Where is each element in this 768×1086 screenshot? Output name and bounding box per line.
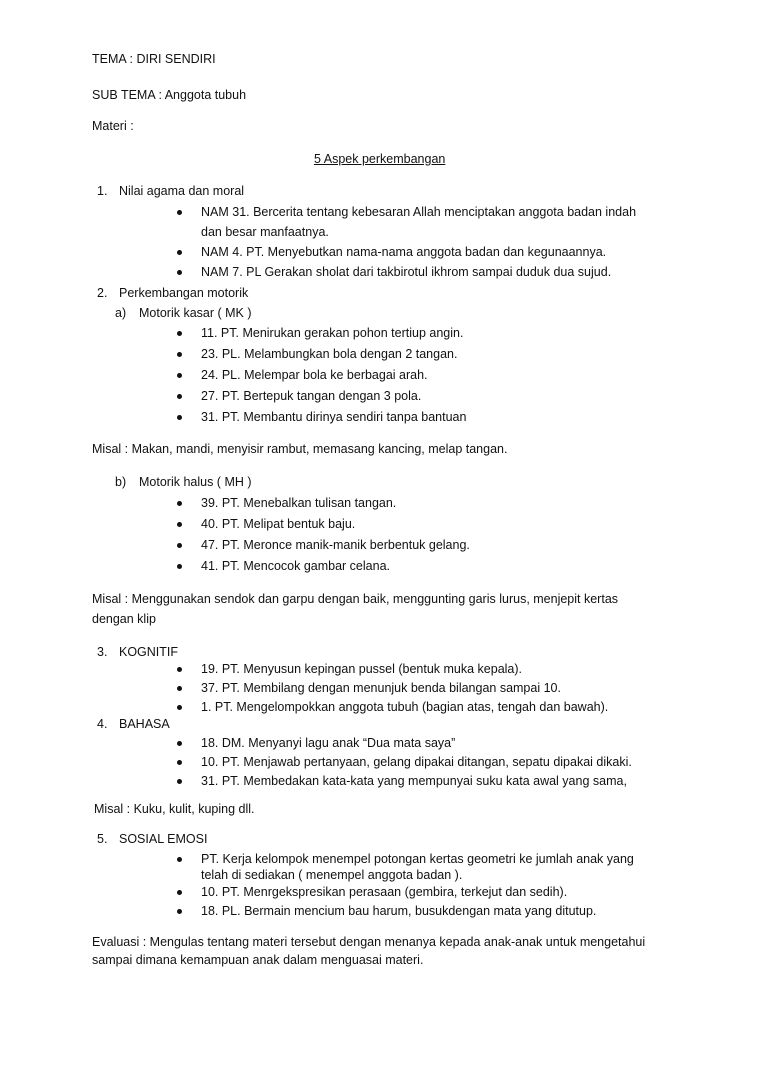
- evaluasi-text-continuation: sampai dimana kemampuan anak dalam menguasai materi.: [92, 953, 424, 967]
- section-3-label: KOGNITIF: [119, 645, 179, 659]
- bullet-icon: [177, 394, 182, 399]
- section-4-label: BAHASA: [119, 717, 170, 731]
- misal-motorik-kasar: Misal : Makan, mandi, menyisir rambut, memasang kancing, melap tangan.: [92, 442, 508, 456]
- list-item: 18. PL. Bermain mencium bau harum, busukdengan mata yang ditutup.: [201, 904, 597, 918]
- bullet-icon: [177, 331, 182, 336]
- bullet-icon: [177, 909, 182, 914]
- bullet-icon: [177, 741, 182, 746]
- section-5-number: 5.: [97, 832, 108, 846]
- bullet-icon: [177, 543, 182, 548]
- list-item: 39. PT. Menebalkan tulisan tangan.: [201, 496, 397, 510]
- section-5-label: SOSIAL EMOSI: [119, 832, 208, 846]
- section-2-number: 2.: [97, 286, 108, 300]
- bullet-icon: [177, 686, 182, 691]
- list-item: 10. PT. Menjawab pertanyaan, gelang dipakai ditangan, sepatu dipakai dikaki.: [201, 755, 632, 769]
- section-4-number: 4.: [97, 717, 108, 731]
- misal-motorik-halus-continuation: dengan klip: [92, 612, 156, 626]
- bullet-icon: [177, 667, 182, 672]
- bullet-icon: [177, 352, 182, 357]
- list-item: 19. PT. Menyusun kepingan pussel (bentuk muka kepala).: [201, 662, 523, 676]
- list-item: 37. PT. Membilang dengan menunjuk benda bilangan sampai 10.: [201, 681, 561, 695]
- bullet-icon: [177, 760, 182, 765]
- materi-label: Materi :: [92, 119, 134, 133]
- misal-motorik-halus: Misal : Menggunakan sendok dan garpu dengan baik, menggunting garis lurus, menjepit kertas: [92, 592, 619, 606]
- misal-bahasa: Misal : Kuku, kulit, kuping dll.: [94, 802, 255, 816]
- bullet-icon: [177, 779, 182, 784]
- sub-tema-line: SUB TEMA : Anggota tubuh: [92, 88, 247, 102]
- subsection-a-label: Motorik kasar ( MK ): [139, 306, 252, 320]
- bullet-icon: [177, 522, 182, 527]
- list-item: 40. PT. Melipat bentuk baju.: [201, 517, 356, 531]
- list-item: 1. PT. Mengelompokkan anggota tubuh (bagian atas, tengah dan bawah).: [201, 700, 609, 714]
- bullet-icon: [177, 501, 182, 506]
- list-item: 47. PT. Meronce manik-manik berbentuk gelang.: [201, 538, 470, 552]
- bullet-icon: [177, 250, 182, 255]
- list-item-continuation: dan besar manfaatnya.: [201, 225, 329, 239]
- list-item: NAM 31. Bercerita tentang kebesaran Allah menciptakan anggota badan indah: [201, 205, 637, 219]
- bullet-icon: [177, 857, 182, 862]
- list-item: NAM 7. PL Gerakan sholat dari takbirotul ikhrom sampai duduk dua sujud.: [201, 265, 612, 279]
- subsection-a-letter: a): [115, 306, 127, 320]
- list-item: 24. PL. Melempar bola ke berbagai arah.: [201, 368, 428, 382]
- section-2-label: Perkembangan motorik: [119, 286, 249, 300]
- section-1-number: 1.: [97, 184, 108, 198]
- subsection-b-letter: b): [115, 475, 127, 489]
- list-item: 10. PT. Menrgekspresikan perasaan (gembira, terkejut dan sedih).: [201, 885, 568, 899]
- list-item: 23. PL. Melambungkan bola dengan 2 tangan.: [201, 347, 458, 361]
- bullet-icon: [177, 210, 182, 215]
- tema-line: TEMA : DIRI SENDIRI: [92, 52, 216, 66]
- section-3-number: 3.: [97, 645, 108, 659]
- bullet-icon: [177, 564, 182, 569]
- list-item: 31. PT. Membedakan kata-kata yang mempunyai suku kata awal yang sama,: [201, 774, 627, 788]
- list-item: 11. PT. Menirukan gerakan pohon tertiup angin.: [201, 326, 464, 340]
- list-item: 31. PT. Membantu dirinya sendiri tanpa bantuan: [201, 410, 467, 424]
- bullet-icon: [177, 705, 182, 710]
- list-item-continuation: telah di sediakan ( menempel anggota badan ).: [201, 868, 463, 882]
- list-item: NAM 4. PT. Menyebutkan nama-nama anggota badan dan kegunaannya.: [201, 245, 607, 259]
- subsection-b-label: Motorik halus ( MH ): [139, 475, 252, 489]
- bullet-icon: [177, 415, 182, 420]
- document-title: 5 Aspek perkembangan: [314, 152, 446, 166]
- evaluasi-text: Evaluasi : Mengulas tentang materi tersebut dengan menanya kepada anak-anak untuk mengetahui: [92, 935, 646, 949]
- list-item: PT. Kerja kelompok menempel potongan kertas geometri ke jumlah anak yang: [201, 852, 634, 866]
- list-item: 27. PT. Bertepuk tangan dengan 3 pola.: [201, 389, 422, 403]
- bullet-icon: [177, 890, 182, 895]
- list-item: 18. DM. Menyanyi lagu anak “Dua mata saya”: [201, 736, 456, 750]
- bullet-icon: [177, 373, 182, 378]
- section-1-label: Nilai agama dan moral: [119, 184, 245, 198]
- list-item: 41. PT. Mencocok gambar celana.: [201, 559, 390, 573]
- bullet-icon: [177, 270, 182, 275]
